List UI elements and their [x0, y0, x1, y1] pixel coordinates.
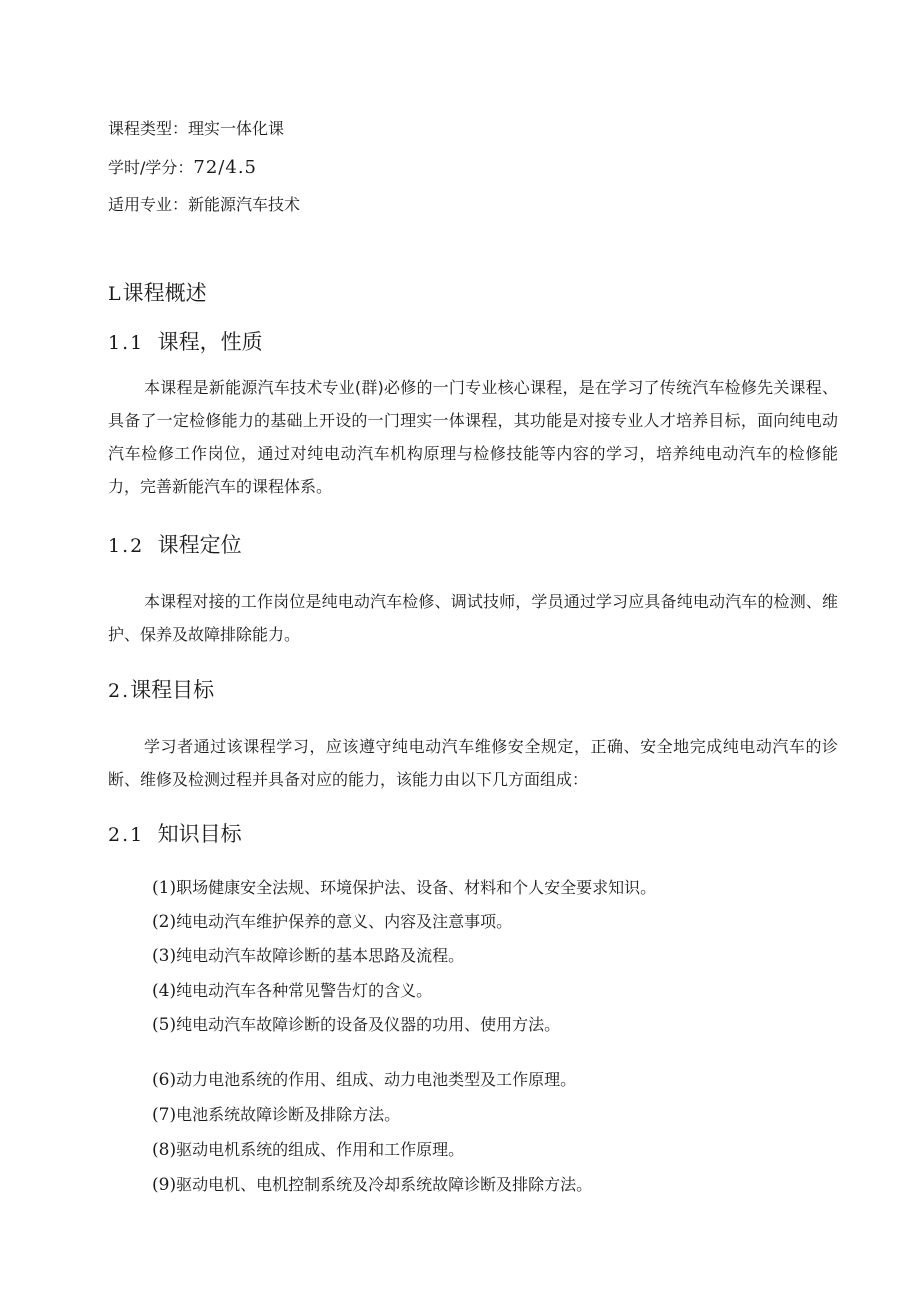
section-2-heading [108, 676, 214, 705]
knowledge-item-text: 驱动电机系统的组成、作用和工作原理。 [176, 1140, 465, 1159]
section-1-2-number: 1.2 [108, 535, 145, 557]
section-1-1-body: 本课程是新能源汽车技术专业(群)必修的一门专业核心课程，是在学习了传统汽车检修先关课程、具备了一定检修能力的基础上开设的一门理实一体课程，其功能是对接专业人才培养目标，面向纯电动汽车检修工作岗位，通过对纯电动汽车机构原理与检修技能等内容的学习，培养纯电动汽车的检修能力，完善新能汽车的课程体系。 [108, 378, 838, 496]
knowledge-item-text: 驱动电机、电机控制系统及冷却系统故障诊断及排除方法。 [176, 1175, 593, 1194]
knowledge-item [152, 1104, 400, 1126]
knowledge-item [152, 1014, 560, 1036]
knowledge-item [152, 877, 656, 899]
major-value: 新能源汽车技术 [188, 195, 301, 214]
hours-label: 学时/学分： [108, 158, 194, 177]
course-type-value: 理实一体化课 [188, 119, 285, 138]
knowledge-item-number: (2) [152, 912, 177, 932]
major-label: 适用专业： [108, 195, 189, 214]
knowledge-item-number: (5) [152, 1015, 177, 1035]
section-1-2-title: 课程定位 [157, 533, 242, 557]
section-1-1-number: 1.1 [108, 332, 145, 354]
knowledge-item [152, 1139, 464, 1161]
section-1-heading [108, 279, 207, 308]
course-type-label: 课程类型： [108, 119, 189, 138]
section-2-1-title: 知识目标 [157, 822, 242, 846]
knowledge-item-text: 纯电动汽车故障诊断的设备及仪器的功用、使用方法。 [176, 1015, 561, 1034]
hours-line [108, 157, 257, 179]
major-line [108, 194, 300, 216]
knowledge-item-text: 电池系统故障诊断及排除方法。 [176, 1105, 401, 1124]
knowledge-item-number: (1) [152, 878, 177, 898]
knowledge-item-number: (7) [152, 1105, 177, 1125]
knowledge-item-number: (3) [152, 946, 177, 966]
section-1-1-heading [108, 328, 263, 357]
section-2-1-heading [108, 820, 242, 849]
section-2-body: 学习者通过该课程学习，应该遵守纯电动汽车维修安全规定，正确、安全地完成纯电动汽车的诊断、维修及检测过程并具备对应的能力，该能力由以下几方面组成： [108, 737, 838, 789]
section-2-title: 课程目标 [130, 678, 215, 702]
section-1-2-body: 本课程对接的工作岗位是纯电动汽车检修、调试技师，学员通过学习应具备纯电动汽车的检测、维护、保养及故障排除能力。 [108, 592, 838, 644]
section-2-number: 2. [108, 680, 131, 702]
knowledge-item-text: 纯电动汽车故障诊断的基本思路及流程。 [176, 946, 465, 965]
section-1-1-title: 课程，性质 [157, 330, 263, 354]
knowledge-item [152, 945, 464, 967]
section-2-1-number: 2.1 [108, 824, 145, 846]
knowledge-item-text: 职场健康安全法规、环境保护法、设备、材料和个人安全要求知识。 [176, 878, 657, 897]
section-1-number: L [108, 283, 123, 305]
section-1-2-heading [108, 531, 242, 560]
course-type-line [108, 118, 284, 140]
knowledge-item [152, 980, 432, 1002]
knowledge-item [152, 1174, 592, 1196]
knowledge-item-text: 纯电动汽车各种常见警告灯的含义。 [176, 981, 433, 1000]
knowledge-item-number: (4) [152, 981, 177, 1001]
knowledge-item [152, 911, 512, 933]
knowledge-item-number: (9) [152, 1175, 177, 1195]
knowledge-item-text: 动力电池系统的作用、组成、动力电池类型及工作原理。 [176, 1070, 577, 1089]
hours-value: 72/4.5 [193, 157, 258, 178]
knowledge-item-number: (8) [152, 1140, 177, 1160]
knowledge-item-text: 纯电动汽车维护保养的意义、内容及注意事项。 [176, 912, 513, 931]
section-1-title: 课程概述 [122, 281, 207, 305]
knowledge-item-number: (6) [152, 1070, 177, 1090]
knowledge-item [152, 1069, 576, 1091]
